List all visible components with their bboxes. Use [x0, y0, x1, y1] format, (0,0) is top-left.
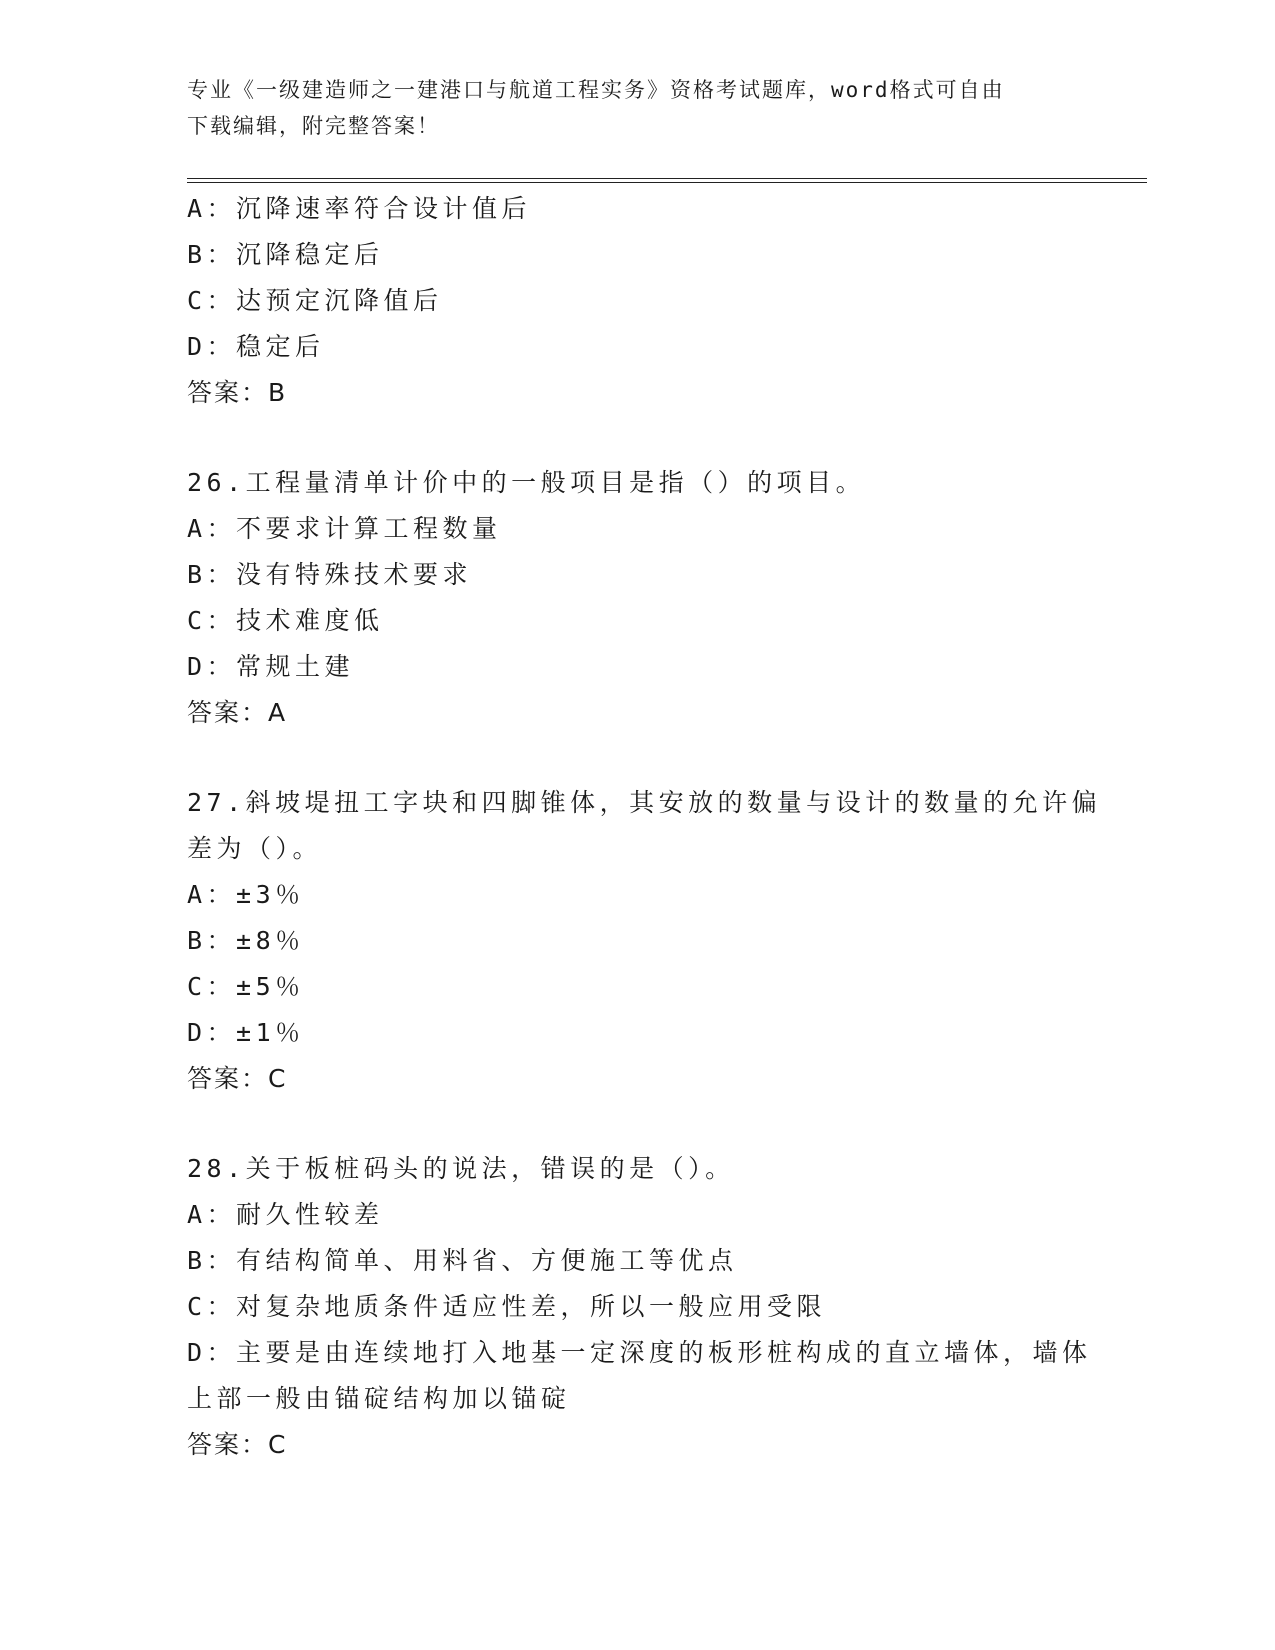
answer: 答案：B — [187, 378, 288, 407]
option-b: B：有结构简单、用料省、方便施工等优点 — [187, 1246, 738, 1275]
option-c: C：达预定沉降值后 — [187, 286, 443, 315]
header-line-1: 专业《一级建造师之一建港口与航道工程实务》资格考试题库，word格式可自由 — [187, 78, 1005, 102]
option-b: B：±8％ — [187, 926, 305, 955]
page-header — [187, 72, 1087, 144]
option-d: D：常规土建 — [187, 652, 355, 681]
option-c: C：对复杂地质条件适应性差，所以一般应用受限 — [187, 1292, 827, 1321]
question-stem-line-2: 差为（）。 — [187, 834, 323, 863]
question-list — [187, 186, 1102, 1468]
option-d: D：±1％ — [187, 1018, 305, 1047]
option-c: C：±5％ — [187, 972, 305, 1001]
option-a: A：±3％ — [187, 880, 305, 909]
answer: 答案：A — [187, 698, 288, 727]
answer: 答案：C — [187, 1430, 288, 1459]
question-28 — [187, 1146, 1092, 1468]
question-stem-line-1: 27.斜坡堤扭工字块和四脚锥体，其安放的数量与设计的数量的允许偏 — [187, 788, 1102, 817]
header-divider — [187, 178, 1147, 183]
option-b: B：沉降稳定后 — [187, 240, 384, 269]
question-25-continued — [187, 186, 1087, 416]
question-26 — [187, 460, 1087, 736]
option-a: A：沉降速率符合设计值后 — [187, 194, 532, 223]
header-line-2: 下载编辑，附完整答案！ — [187, 114, 440, 138]
question-27 — [187, 780, 1102, 1102]
option-d: D：稳定后 — [187, 332, 325, 361]
question-stem: 28.关于板桩码头的说法，错误的是（）。 — [187, 1154, 735, 1183]
option-d: D：主要是由连续地打入地基一定深度的板形桩构成的直立墙体，墙体 — [187, 1338, 1092, 1367]
question-stem: 26.工程量清单计价中的一般项目是指（）的项目。 — [187, 468, 866, 497]
option-a: A：不要求计算工程数量 — [187, 514, 502, 543]
option-d-continued: 上部一般由锚碇结构加以锚碇 — [187, 1384, 571, 1413]
option-c: C：技术难度低 — [187, 606, 384, 635]
option-b: B：没有特殊技术要求 — [187, 560, 473, 589]
option-a: A：耐久性较差 — [187, 1200, 384, 1229]
answer: 答案：C — [187, 1064, 288, 1093]
